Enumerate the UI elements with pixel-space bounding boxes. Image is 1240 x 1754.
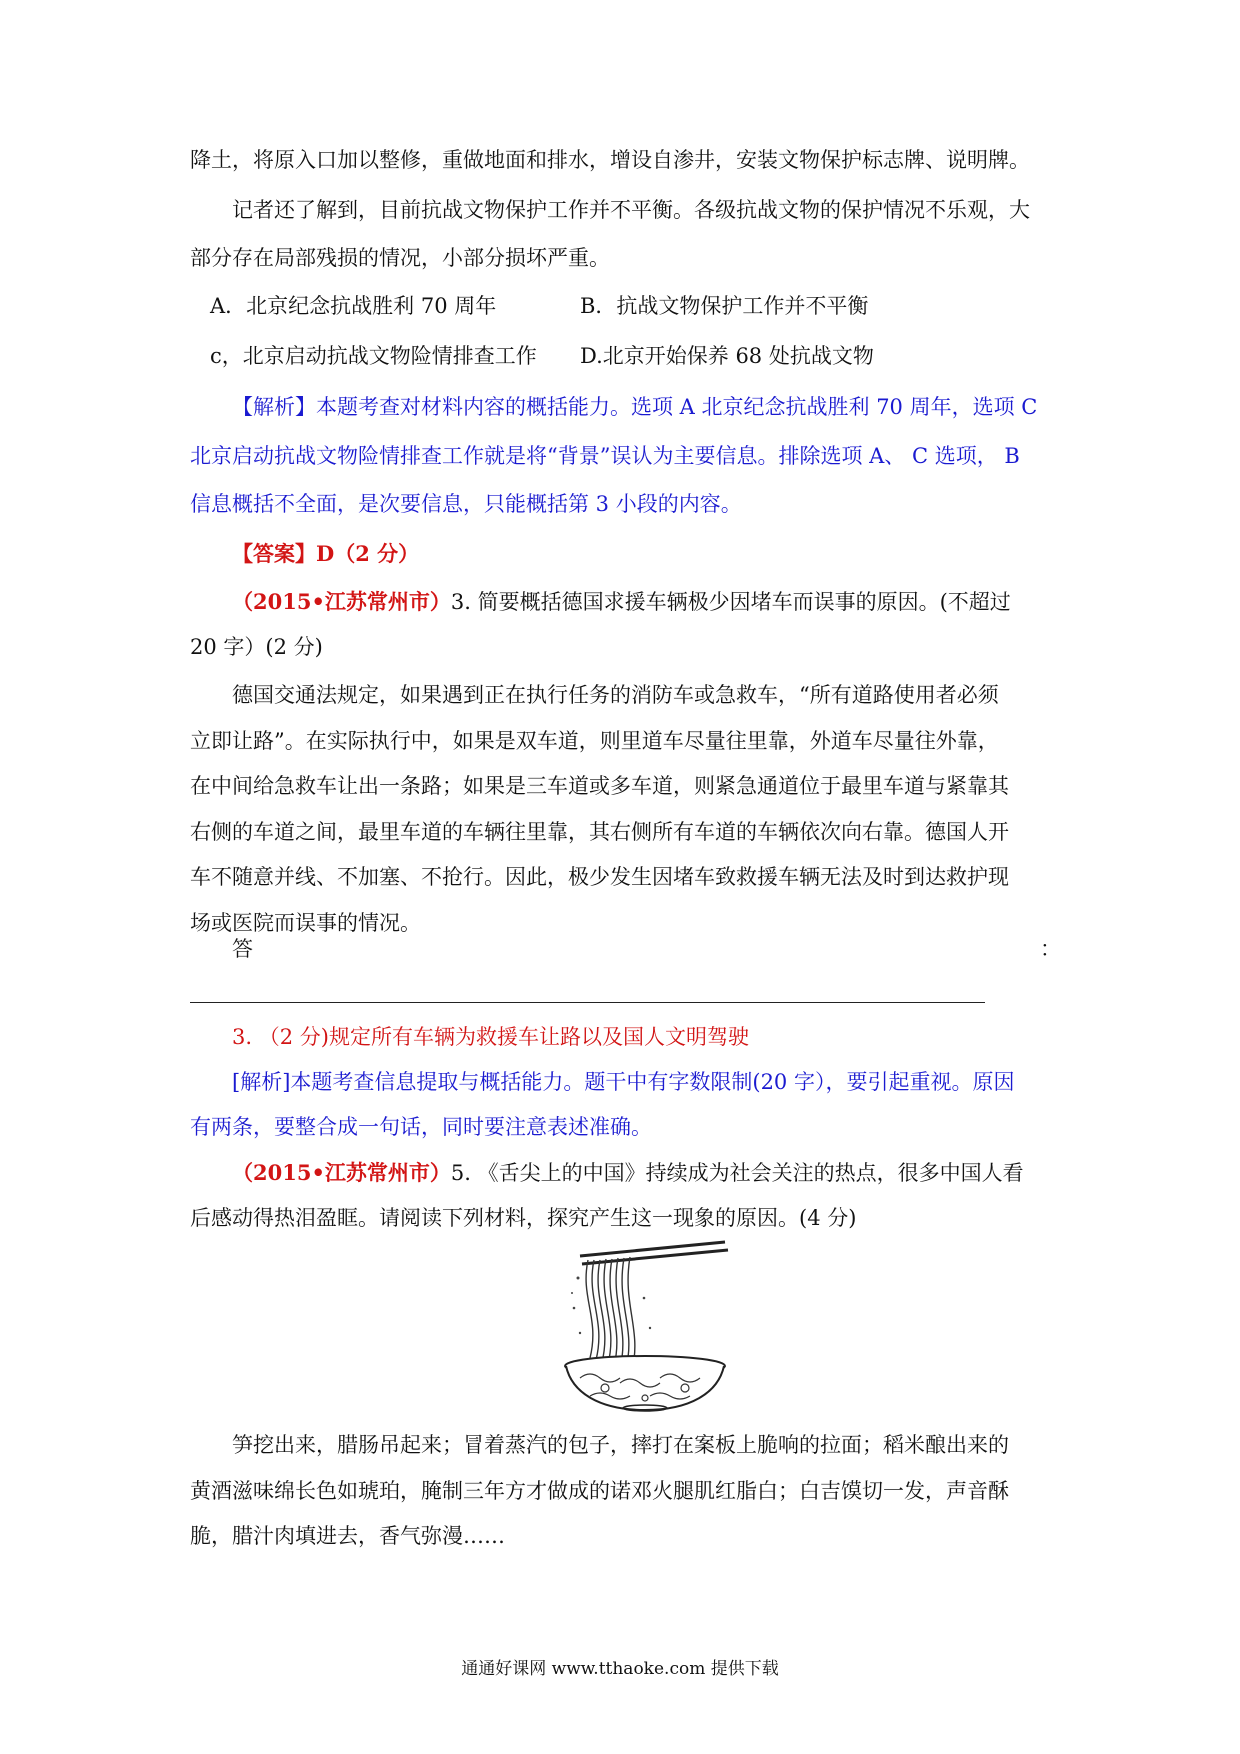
passage3-line: 脆，腊汁肉填进去，香气弥漫……: [190, 1524, 505, 1548]
answer-label: 答: [232, 937, 253, 961]
answer-colon: ：: [1040, 937, 1061, 961]
page-footer: 通通好课网 www.tthaoke.com 提供下载: [461, 1659, 779, 1679]
question-3: [232, 588, 1060, 616]
answer-line: [190, 1002, 985, 1003]
analysis1-line: 信息概括不全面，是次要信息，只能概括第 3 小段的内容。: [190, 492, 742, 516]
analysis1-line: 北京启动抗战文物险情排查工作就是将“背景”误认为主要信息。排除选项 A、 C 选项， B: [190, 444, 1020, 468]
question-3-text-cont: 20 字）(2 分): [190, 635, 323, 659]
answer1: [232, 540, 1060, 568]
answer1-text: D（2 分）: [316, 541, 420, 566]
passage2-line: 右侧的车道之间，最里车道的车辆往里靠，其右侧所有车道的车辆依次向右靠。德国人开: [190, 820, 1009, 844]
question-5-text: 5. 《舌尖上的中国》持续成为社会关注的热点，很多中国人看: [450, 1161, 1024, 1185]
answer3: 3. （2 分)规定所有车辆为救援车让路以及国人文明驾驶: [232, 1025, 749, 1049]
question-3-source: （2015•江苏常州市）: [232, 589, 451, 614]
passage1-line: 记者还了解到，目前抗战文物保护工作并不平衡。各级抗战文物的保护情况不乐观，大: [232, 198, 1030, 222]
passage1-line: 降土，将原入口加以整修，重做地面和排水，增设自渗井，安装文物保护标志牌、说明牌。: [190, 148, 1030, 172]
passage1-line: 部分存在局部残损的情况，小部分损坏严重。: [190, 246, 610, 270]
analysis1-line: 【解析】本题考查对材料内容的概括能力。选项 A 北京纪念抗战胜利 70 周年，选项 C: [232, 395, 1038, 419]
noodle-bowl-icon: [560, 1238, 730, 1413]
question-3-text: 3. 简要概括德国求援车辆极少因堵车而误事的原因。(不超过: [450, 590, 1011, 614]
question-5: [232, 1159, 1060, 1187]
option-a: A．北京纪念抗战胜利 70 周年: [210, 294, 497, 318]
question-5-text-cont: 后感动得热泪盈眶。请阅读下列材料，探究产生这一现象的原因。(4 分): [190, 1206, 857, 1230]
answer1-tag: 【答案】: [232, 541, 316, 566]
option-d: D.北京开始保养 68 处抗战文物: [580, 344, 874, 368]
option-b: B．抗战文物保护工作并不平衡: [580, 294, 869, 318]
question-5-source: （2015•江苏常州市）: [232, 1160, 451, 1185]
analysis3-line: 有两条，要整合成一句话，同时要注意表述准确。: [190, 1115, 652, 1139]
analysis3-line: [解析]本题考查信息提取与概括能力。题干中有字数限制(20 字），要引起重视。原因: [232, 1070, 1015, 1094]
passage2-line: 车不随意并线、不加塞、不抢行。因此，极少发生因堵车致救援车辆无法及时到达救护现: [190, 865, 1009, 889]
option-c: c，北京启动抗战文物险情排查工作: [210, 344, 537, 368]
passage2-line: 场或医院而误事的情况。: [190, 911, 421, 935]
passage2-line: 在中间给急救车让出一条路；如果是三车道或多车道，则紧急通道位于最里车道与紧靠其: [190, 774, 1009, 798]
passage2-line: 立即让路”。在实际执行中，如果是双车道，则里道车尽量往里靠，外道车尽量往外靠，: [190, 729, 999, 753]
passage3-line: 黄酒滋味绵长色如琥珀，腌制三年方才做成的诺邓火腿肌红脂白；白吉馍切一发，声音酥: [190, 1479, 1009, 1503]
passage3-line: 笋挖出来，腊肠吊起来；冒着蒸汽的包子，摔打在案板上脆响的拉面；稻米酿出来的: [232, 1433, 1009, 1457]
passage2-line: 德国交通法规定，如果遇到正在执行任务的消防车或急救车，“所有道路使用者必须: [232, 683, 999, 707]
